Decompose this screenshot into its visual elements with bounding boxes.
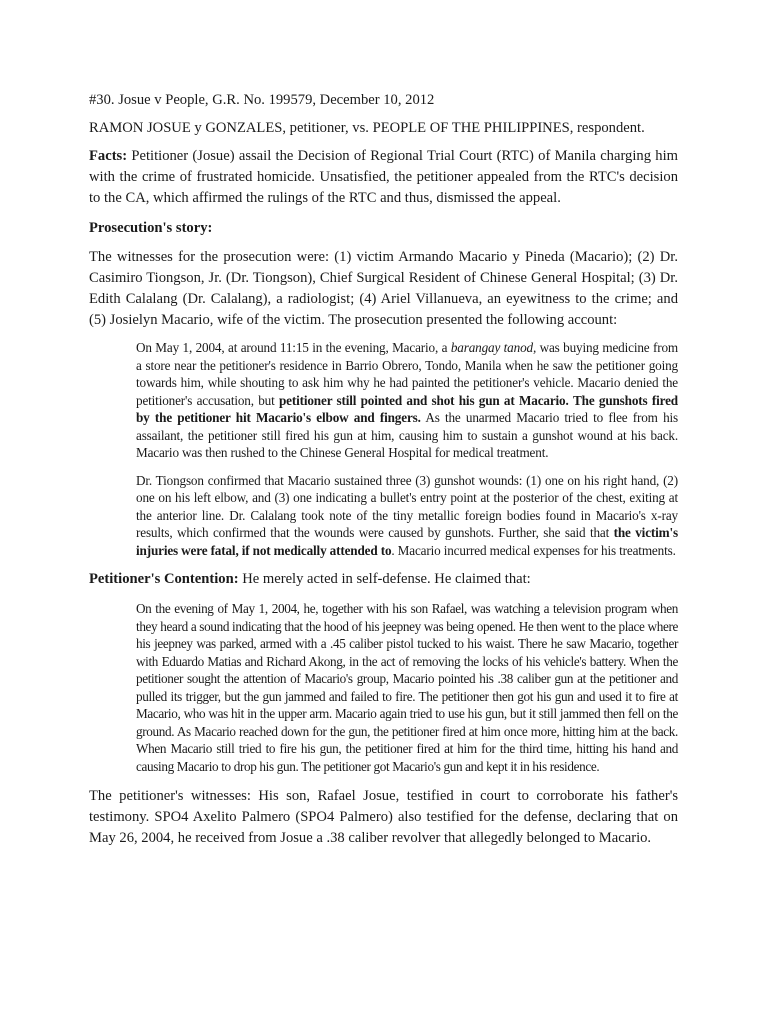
document-page — [89, 90, 678, 849]
defense-witnesses: The petitioner's witnesses: His son, Rafael Josue, testified in court to corroborate his father's testimony. SPO4 Axelito Palmero (SPO4 Palmero) also testified for the defense, declaring that on May 26, 2004, he received from Josue a .38 caliber revolver that allegedly belonged to Macario. — [89, 788, 678, 846]
account-italic: barangay tanod, — [450, 340, 537, 355]
account-text-2: was buying medicine from a store near the petitioner's residence in Barrio Obrero, Tondo, Manila when he saw the petitioner going towards him, while shouting to ask him why he had painted the petitioner's vehicle. Macario denied the petitioner's accusation, but — [136, 340, 679, 408]
prosecution-heading: Prosecution's story: — [89, 220, 213, 236]
medical-findings-quote — [136, 472, 678, 560]
account-text-1: On May 1, 2004, at around 11:15 in the evening, Macario, a — [136, 340, 451, 355]
prosecution-witnesses: The witnesses for the prosecution were: (1) victim Armando Macario y Pineda (Macario); (2) Dr. Casimiro Tiongson, Jr. (Dr. Tiongson), Chief Surgical Resident of Chinese General Hospital; (3) Dr. Edith Calalang (Dr. Calalang), a radiologist; (4) Ariel Villanueva, an eyewitness to the crime; and (5) Josielyn Macario, wife of the victim. The prosecution presented the following account: — [89, 249, 678, 328]
petitioner-contention — [89, 569, 678, 590]
facts-text: Petitioner (Josue) assail the Decision of Regional Trial Court (RTC) of Manila charging him with the crime of frustrated homicide. Unsatisfied, the petitioner appealed from the RTC's decision to the CA, which affirmed the rulings of the RTC and thus, dismissed the appeal. — [89, 148, 678, 206]
case-title: #30. Josue v People, G.R. No. 199579, December 10, 2012 — [89, 92, 435, 108]
medical-text-2: . Macario incurred medical expenses for his treatments. — [391, 542, 676, 558]
medical-bold: the victim's injuries were fatal, if not medically attended to — [136, 525, 678, 558]
account-text-4: As the unarmed Macario tried to flee from his assailant, the petitioner still fired his gun at him, causing him to sustain a gunshot wound at his back. Macario was then rushed to the Chinese General Hospital for medical treatment. — [136, 410, 679, 460]
prosecution-account-quote — [136, 339, 678, 462]
petitioner-text: He merely acted in self-defense. He claimed that: — [238, 571, 531, 587]
account-bold-1: petitioner still pointed and shot his gun at Macario. — [278, 392, 569, 408]
petitioner-label: Petitioner's Contention: — [89, 571, 239, 587]
facts-label: Facts: — [89, 148, 128, 164]
account-bold-2: The gunshots fired by the petitioner hit Macario's elbow and fingers. — [136, 392, 678, 425]
petitioner-account-quote: On the evening of May 1, 2004, he, together with his son Rafael, was watching a television program when they heard a sound indicating that the hood of his jeepney was being opened. He then went to the place where his jeepney was parked, armed with a .45 caliber pistol tucked to his waist. There he saw Macario, together with Eduardo Matias and Richard Akong, in the act of removing the locks of his vehicle's battery. When the petitioner sought the attention of Macario's group, Macario pointed his .38 caliber gun at the petitioner and pulled its trigger, but the gun jammed and failed to fire. The petitioner then got his gun and used it to fire at Macario, who was hit in the upper arm. Macario again tried to use his gun, but it still jammed then fell on the ground. As Macario reached down for the gun, the petitioner fired at him once more, hitting him at the back. When Macario still tried to fire his gun, the petitioner fired at him for the third time, hitting his hand and causing Macario to drop his gun. The petitioner got Macario's gun and kept it in his residence. — [136, 601, 678, 774]
facts-paragraph — [89, 146, 678, 209]
medical-text-1: Dr. Tiongson confirmed that Macario sustained three (3) gunshot wounds: (1) one on his right hand, (2) one on his left elbow, and (3) one indicating a bullet's entry point at the posterior of the chest, exiting at the anterior line. Dr. Calalang took note of the tiny metallic foreign bodies found in Macario's x-ray results, which confirmed that the wounds were caused by gunshots. Further, she said that — [136, 472, 678, 540]
case-parties: RAMON JOSUE y GONZALES, petitioner, vs. PEOPLE OF THE PHILIPPINES, respondent. — [89, 120, 645, 136]
